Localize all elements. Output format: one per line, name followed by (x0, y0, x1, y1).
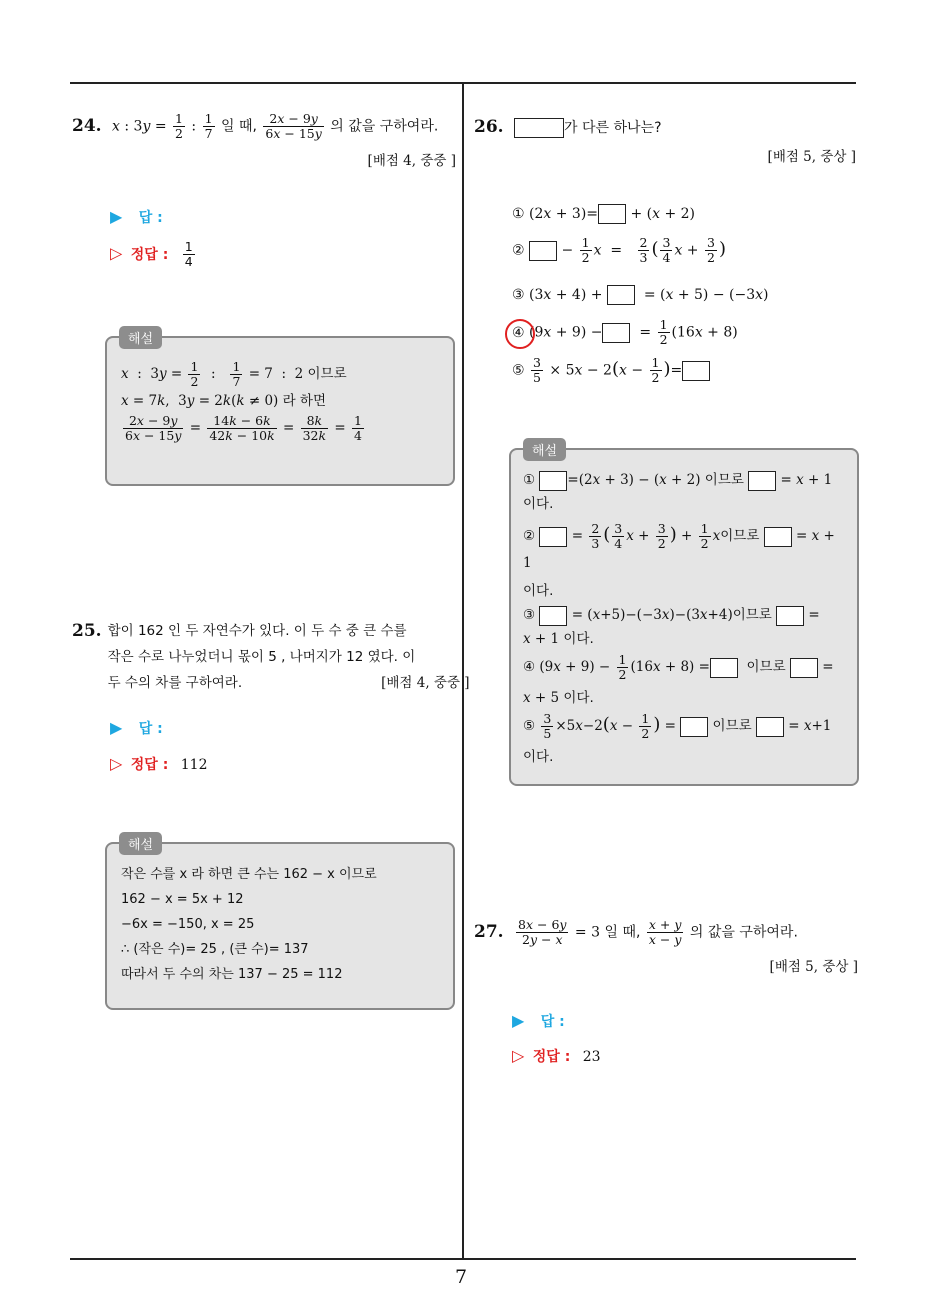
answer-label: 답 : (138, 721, 163, 737)
correct-value: 112 (180, 757, 208, 773)
correct-value: $\frac{1}{4}$ (184, 239, 193, 269)
score-label: [배점 4, 중중 ] (381, 675, 470, 691)
explanation-line: ④ (9x + 9) − $\frac{1}{2}$ (16x + 8) = 이므로 = (523, 652, 834, 682)
explanation-tag: 해설 (523, 438, 566, 461)
question-25-line-2: 작은 수로 나누었더니 몫이 5 , 나머지가 12 였다. 이 (107, 649, 416, 665)
bottom-rule (70, 1258, 856, 1260)
explanation-box (105, 332, 455, 486)
explanation-line: 따라서 두 수의 차는 137 − 25 = 112 (121, 967, 343, 982)
explanation-line: −6x = −150, x = 25 (121, 917, 255, 932)
question-26 (474, 114, 856, 165)
explanation-line: ∴ (작은 수)= 25 , (큰 수)= 137 (121, 942, 309, 957)
play-icon: ▶ (110, 718, 123, 737)
question-26-text: 가 다른 하나는? (564, 120, 662, 136)
correct-label: 정답 : (130, 757, 169, 773)
explanation-body (121, 360, 445, 443)
score-label: [배점 4, 중중 ] (367, 153, 456, 169)
correct-label: 정답 : (532, 1049, 571, 1065)
score-label: [배점 5, 중상 ] (767, 149, 856, 165)
option-1[interactable]: ① (2x + 3)= + (x + 2) (512, 206, 696, 222)
blank-box (682, 361, 710, 381)
explanation-line: ⑤ $\frac{3}{5}$ ×5x−2(x − $\frac{1}{2}$ ) = 이므로 = x+1 (523, 711, 832, 741)
option-2[interactable]: ② − $\frac{1}{2}$ x = $\frac{2}{3}$ ( $\frac{3}{4}$ x + $\frac{3}{2}$ ) (512, 235, 726, 265)
question-number: 25. (72, 621, 102, 641)
blank-box (602, 323, 630, 343)
correct-row (512, 1046, 601, 1066)
answer-row (110, 207, 163, 227)
question-25 (72, 618, 470, 696)
play-icon: ▶ (512, 1011, 525, 1030)
explanation-line: 이다. (523, 496, 554, 512)
explanation-body (121, 862, 445, 987)
explanation-line: 162 − x = 5x + 12 (121, 892, 244, 907)
correct-row (110, 754, 207, 774)
blank-box (529, 241, 557, 261)
question-number: 27. (474, 921, 504, 942)
explanation-line: 작은 수를 x 라 하면 큰 수는 162 − x 이므로 (121, 867, 377, 882)
blank-box (598, 204, 626, 224)
option-3[interactable]: ③ (3x + 4) + = (x + 5) − (−3x) (512, 287, 769, 303)
correct-row (110, 240, 197, 269)
answer-label: 답 : (138, 210, 163, 226)
page-number: 7 (455, 1266, 468, 1288)
explanation-box (509, 444, 859, 786)
explanation-box (105, 838, 455, 1010)
answer-label: 답 : (540, 1014, 565, 1030)
answer-row (110, 718, 163, 738)
correct-label: 정답 : (130, 246, 169, 263)
explanation-line: x + 1 이다. (523, 631, 594, 647)
explanation-body (523, 468, 847, 769)
question-number: 26. (474, 117, 504, 137)
outline-triangle-icon: ▷ (110, 243, 123, 263)
question-26-stem (474, 114, 856, 141)
explanation-line: ① =(2x + 3) − (x + 2) 이므로 = x + 1 (523, 468, 847, 492)
option-4[interactable]: ④ (9x + 9) − = $\frac{1}{2}$ (16x + 8) (512, 318, 738, 347)
play-icon: ▶ (110, 207, 123, 226)
explanation-line: $\frac{2x - 9y}{6x - 15y}$ = $\frac{14k - 6k}{42k - 10k}$ = $\frac{8k}{32k}$ = $\frac{1}{4}$ (125, 413, 362, 443)
explanation-line: x = 7k, 3y = 2k(k ≠ 0) 라 하면 (121, 393, 327, 409)
explanation-line: 이다. (523, 749, 554, 765)
explanation-tag: 해설 (119, 832, 162, 855)
option-5[interactable]: ⑤ $\frac{3}{5}$ × 5x − 2(x − $\frac{1}{2}$ )= (512, 356, 710, 385)
explanation-tag: 해설 (119, 326, 162, 349)
explanation-line: ③ = (x+5)−(−3x)−(3x+4)이므로 = (523, 603, 847, 627)
blank-box (607, 285, 635, 305)
explanation-line: x + 5 이다. (523, 690, 594, 706)
question-24-stem: 24. x : 3y = $\frac{1}{2}$ : $\frac{1}{7}$ 일 때, $\frac{2x - 9y}{6x - 15y}$ 의 값을 구하여라. (72, 111, 439, 141)
question-25-line-1: 합이 162 인 두 자연수가 있다. 이 두 수 중 큰 수를 (107, 623, 407, 639)
blank-box (514, 118, 564, 138)
answer-row (512, 1011, 565, 1031)
question-number: 24. (72, 115, 102, 136)
question-27 (474, 918, 858, 975)
explanation-line: x : 3y = $\frac{1}{2}$ : $\frac{1}{7}$ = 7 : 2 이므로 (121, 359, 347, 389)
outline-triangle-icon: ▷ (512, 1046, 525, 1065)
explanation-line: 이다. (523, 583, 554, 599)
explanation-line: ② = $\frac{2}{3}$ ( $\frac{3}{4}$ x + $\frac{3}{2}$ ) + $\frac{1}{2}$ x이므로 = x + 1 (523, 521, 835, 571)
question-25-line-3: 두 수의 차를 구하여라. (107, 675, 243, 691)
correct-value: 23 (582, 1049, 601, 1065)
question-24 (72, 112, 456, 169)
selected-circle-mark (505, 319, 535, 349)
score-label: [배점 5, 중상 ] (769, 959, 858, 975)
outline-triangle-icon: ▷ (110, 754, 123, 773)
question-27-stem: 27. $\frac{8x - 6y}{2y - x}$ = 3 일 때, $\frac{x + y}{x - y}$ 의 값을 구하여라. (474, 917, 798, 947)
